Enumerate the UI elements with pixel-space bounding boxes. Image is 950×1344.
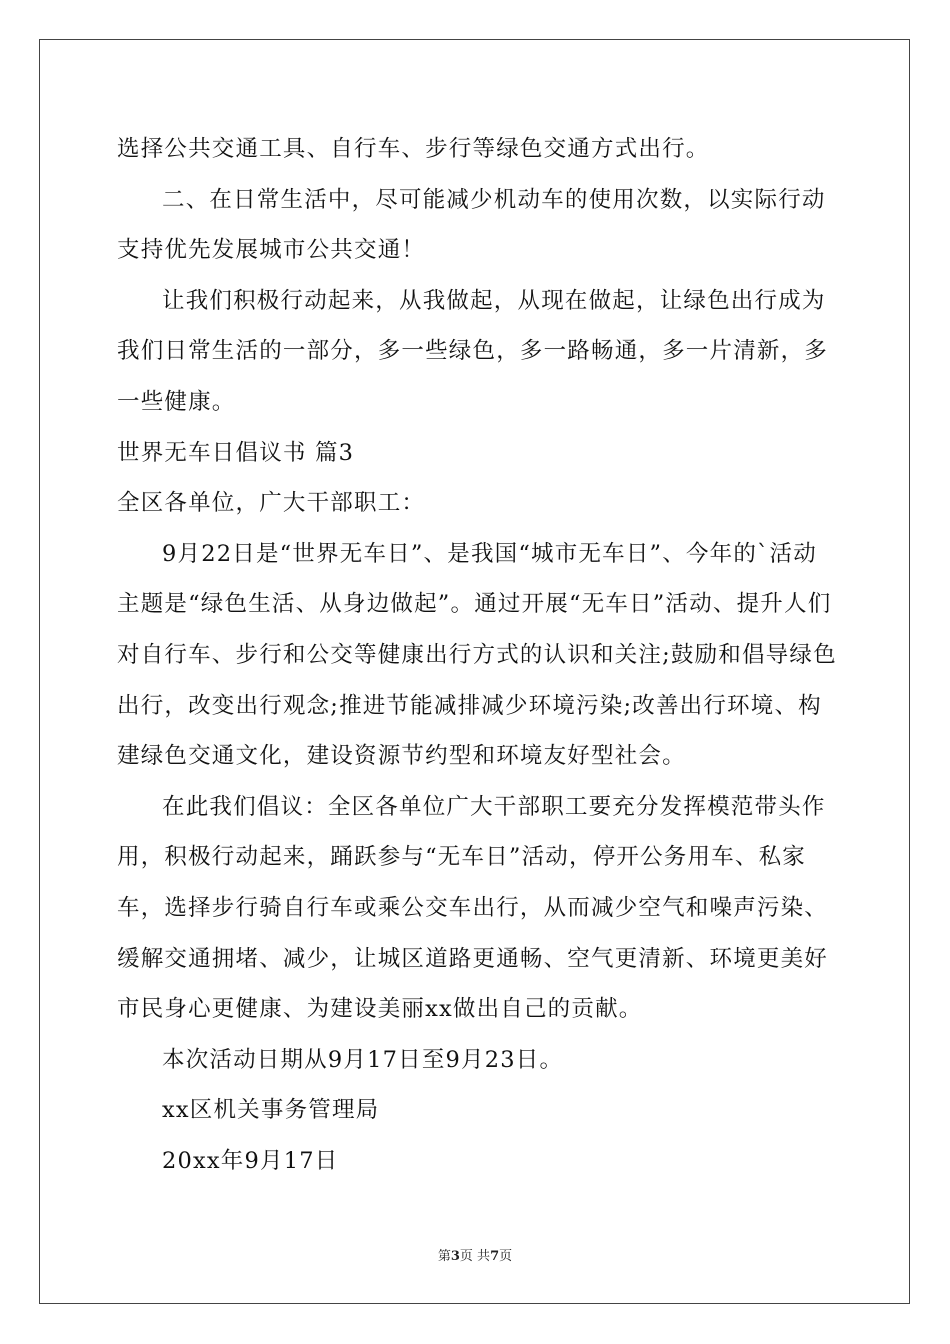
paragraph: 选择公共交通工具、自行车、步行等绿色交通方式出行。 bbox=[117, 136, 710, 162]
signature-organization: xx区机关事务管理局 bbox=[162, 1097, 380, 1124]
salutation: 全区各单位，广大干部职工： bbox=[117, 490, 426, 517]
section-heading: 世界无车日倡议书 篇3 bbox=[117, 439, 355, 466]
signature-date: 20xx年9月17日 bbox=[162, 1147, 339, 1174]
footer-suffix: 页 bbox=[499, 1249, 513, 1264]
paragraph: 本次活动日期从9月17日至9月23日。 bbox=[162, 1046, 564, 1073]
paragraph: 在此我们倡议：全区各单位广大干部职工要充分发挥模范带头作用，积极行动起来，踊跃参与“无车日”活动，停开公务用车、私家车，选择步行骑自行车或乘公交车出行，从而减少空气和噪声污染、缓解交通拥堵、减少，让城区道路更通畅、空气更清新、环境更美好市民身心更健康、为建设美丽xx做出自己的贡献。 bbox=[117, 793, 829, 1023]
page-footer bbox=[0, 1245, 950, 1264]
footer-prefix: 第 bbox=[437, 1249, 451, 1264]
paragraph: 让我们积极行动起来，从我做起，从现在做起，让绿色出行成为我们日常生活的一部分，多一些绿色，多一路畅通，多一片清新，多一些健康。 bbox=[117, 287, 829, 415]
paragraph: 9月22日是“世界无车日”、是我国“城市无车日”、今年的`活动主题是“绿色生活、从身边做起”。通过开展“无车日”活动、提升人们对自行车、步行和公交等健康出行方式的认识和关注;鼓励和倡导绿色出行，改变出行观念;推进节能减排减少环境污染;改善出行环境、构建绿色交通文化，建设资源节约型和环境友好型社会。 bbox=[117, 540, 837, 770]
current-page-number: 3 bbox=[450, 1249, 460, 1264]
document-body bbox=[117, 124, 837, 1186]
paragraph: 二、在日常生活中，尽可能减少机动车的使用次数，以实际行动支持优先发展城市公共交通！ bbox=[117, 186, 826, 264]
footer-middle: 页 共 bbox=[459, 1249, 491, 1264]
total-page-count: 7 bbox=[490, 1249, 500, 1264]
